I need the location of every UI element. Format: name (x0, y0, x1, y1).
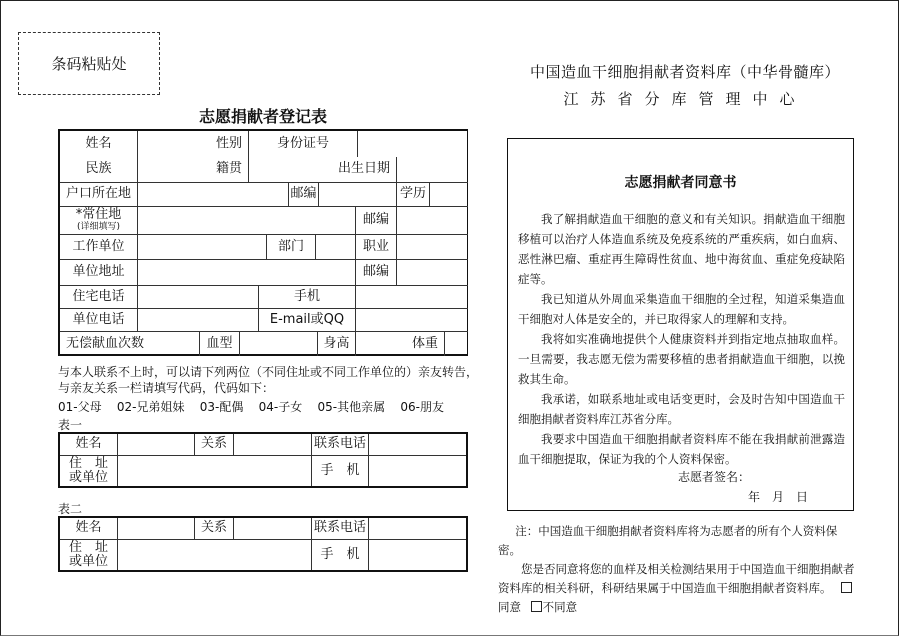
label-blood-donations: 无偿献血次数 (60, 332, 200, 356)
contact-relation-input[interactable] (234, 518, 312, 540)
contact-table-1-label: 表一 (58, 418, 83, 432)
contact-instructions (58, 364, 478, 396)
label-education: 学历 (397, 183, 430, 207)
label-birth-date: 出生日期 (249, 157, 397, 183)
disagree-checkbox[interactable] (531, 601, 542, 612)
contact-mobile-input[interactable] (369, 540, 466, 570)
label-contact-name: 姓名 (60, 434, 118, 456)
label-contact-relation: 关系 (195, 434, 234, 456)
contact-table-2 (58, 516, 468, 572)
consent-body (518, 209, 845, 469)
contact-table-2-label: 表二 (58, 502, 83, 516)
consent-box (507, 138, 854, 511)
signature-label: 志愿者签名： (678, 470, 751, 484)
relation-code: 03-配偶 (199, 400, 244, 414)
organization-branch: 江苏省分库管理中心 (563, 90, 807, 108)
label-mobile: 手机 (259, 286, 356, 309)
label-height: 身高 (318, 332, 356, 356)
relation-codes (58, 398, 478, 415)
label-contact-name: 姓名 (60, 518, 118, 540)
footnote (498, 522, 858, 617)
agree-checkbox[interactable] (841, 582, 852, 593)
hukou-input[interactable] (138, 183, 289, 207)
contact-name-input[interactable] (118, 434, 195, 456)
label-contact-address (60, 540, 118, 570)
label-contact-phone: 联系电话 (312, 434, 369, 456)
label-contact-mobile: 手 机 (312, 540, 369, 570)
label-blood-type: 血型 (200, 332, 240, 356)
label-employer: 工作单位 (60, 235, 138, 260)
contact-mobile-input[interactable] (369, 456, 466, 486)
education-input[interactable] (430, 183, 468, 207)
mobile-input[interactable] (356, 286, 468, 309)
relation-code: 05-其他亲属 (317, 400, 386, 414)
department-input[interactable] (316, 235, 356, 260)
label-work-phone: 单位电话 (60, 309, 138, 332)
footnote-privacy: 注：中国造血干细胞捐献者资料库将为志愿者的所有个人资料保密。 (498, 524, 838, 557)
email-qq-input[interactable] (356, 309, 468, 332)
label-address-line2: 或单位 (68, 554, 108, 569)
organization-name: 中国造血干细胞捐献者资料库（中华骨髓库） (529, 63, 840, 81)
birth-date-input[interactable] (397, 157, 468, 183)
label-gender: 性别 (138, 131, 249, 157)
barcode-label: 条码粘贴处 (51, 55, 127, 73)
contact-address-input[interactable] (118, 456, 312, 486)
label-residence (60, 207, 138, 235)
hukou-postcode-input[interactable] (319, 183, 397, 207)
label-id-number: 身份证号 (249, 131, 358, 157)
employer-address-input[interactable] (138, 260, 356, 286)
blood-type-input[interactable] (240, 332, 318, 356)
consent-paragraph: 我要求中国造血干细胞捐献者资料库不能在我捐献前泄露造血干细胞提取，保证为我的个人资料保密。 (518, 432, 845, 466)
contact-instructions-line2: 与亲友关系一栏请填写代码，代码如下： (58, 381, 275, 395)
label-contact-mobile: 手 机 (312, 456, 369, 486)
label-residence-text: *常住地 (75, 207, 122, 223)
consent-title: 志愿捐献者同意书 (624, 175, 737, 191)
label-address-line1: 住 址 (68, 539, 108, 555)
work-phone-input[interactable] (138, 309, 259, 332)
registration-title: 志愿捐献者登记表 (198, 107, 327, 126)
label-home-phone: 住宅电话 (60, 286, 138, 309)
label-address-line1: 住 址 (68, 455, 108, 471)
contact-table-1 (58, 432, 468, 488)
label-address-line2: 或单位 (68, 470, 108, 485)
id-number-input[interactable] (358, 131, 468, 157)
label-hukou: 户口所在地 (60, 183, 138, 207)
footnote-research-text: 您是否同意将您的血样及相关检测结果用于中国造血干细胞捐献者资料库的相关科研，科研结果属于中国造血干细胞捐献者资料库。 (498, 562, 855, 595)
label-ethnicity: 民族 (60, 157, 138, 183)
consent-paragraph: 我了解捐献造血干细胞的意义和有关知识。捐献造血干细胞移植可以治疗人体造血系统及免疫系统的严重疾病，如白血病、恶性淋巴瘤、重症再生障碍性贫血、地中海贫血、重症免疫缺陷症等。 (518, 212, 845, 286)
label-hukou-postcode: 邮编 (289, 183, 319, 207)
label-contact-address (60, 456, 118, 486)
label-name: 姓名 (60, 131, 138, 157)
residence-input[interactable] (138, 207, 356, 235)
relation-code: 06-朋友 (400, 400, 444, 414)
home-phone-input[interactable] (138, 286, 259, 309)
label-department: 部门 (267, 235, 316, 260)
agree-label: 同意 (498, 600, 521, 614)
contact-phone-input[interactable] (369, 518, 466, 540)
relation-code: 02-兄弟姐妹 (116, 400, 185, 414)
barcode-area (18, 32, 160, 95)
label-contact-relation: 关系 (195, 518, 234, 540)
label-residence-note: (详细填写) (76, 221, 121, 232)
label-residence-postcode: 邮编 (356, 207, 397, 235)
label-employer-address: 单位地址 (60, 260, 138, 286)
occupation-input[interactable] (397, 235, 468, 260)
weight-input[interactable] (445, 332, 468, 356)
consent-paragraph: 我已知道从外周血采集造血干细胞的全过程，知道采集造血干细胞对人体是安全的，并已取得家人的理解和支持。 (518, 292, 845, 326)
label-occupation: 职业 (356, 235, 397, 260)
contact-instructions-line1: 与本人联系不上时，可以请下列两位（不同住址或不同工作单位的）亲友转告， (58, 365, 479, 379)
contact-phone-input[interactable] (369, 434, 466, 456)
registration-table (58, 129, 468, 356)
label-contact-phone: 联系电话 (312, 518, 369, 540)
disagree-label: 不同意 (542, 600, 578, 614)
label-native-place: 籍贯 (138, 157, 249, 183)
label-employer-postcode: 邮编 (356, 260, 397, 286)
contact-address-input[interactable] (118, 540, 312, 570)
consent-paragraph: 我将如实准确地提供个人健康资料并到指定地点抽取血样。一旦需要，我志愿无偿为需要移植的患者捐献造血干细胞，以挽救其生命。 (518, 332, 845, 386)
contact-relation-input[interactable] (234, 434, 312, 456)
label-email-qq: E-mail或QQ (259, 309, 356, 332)
employer-input[interactable] (138, 235, 267, 260)
consent-paragraph: 我承诺，如联系地址或电话变更时，会及时告知中国造血干细胞捐献者资料库江苏省分库。 (518, 392, 845, 426)
relation-code: 01-父母 (58, 400, 102, 414)
employer-postcode-input[interactable] (397, 260, 468, 286)
relation-code: 04-子女 (258, 400, 303, 414)
residence-postcode-input[interactable] (397, 207, 468, 235)
contact-name-input[interactable] (118, 518, 195, 540)
signature-date: 年 月 日 (748, 490, 809, 504)
footnote-research-consent (498, 560, 858, 617)
label-weight: 体重 (356, 332, 445, 356)
